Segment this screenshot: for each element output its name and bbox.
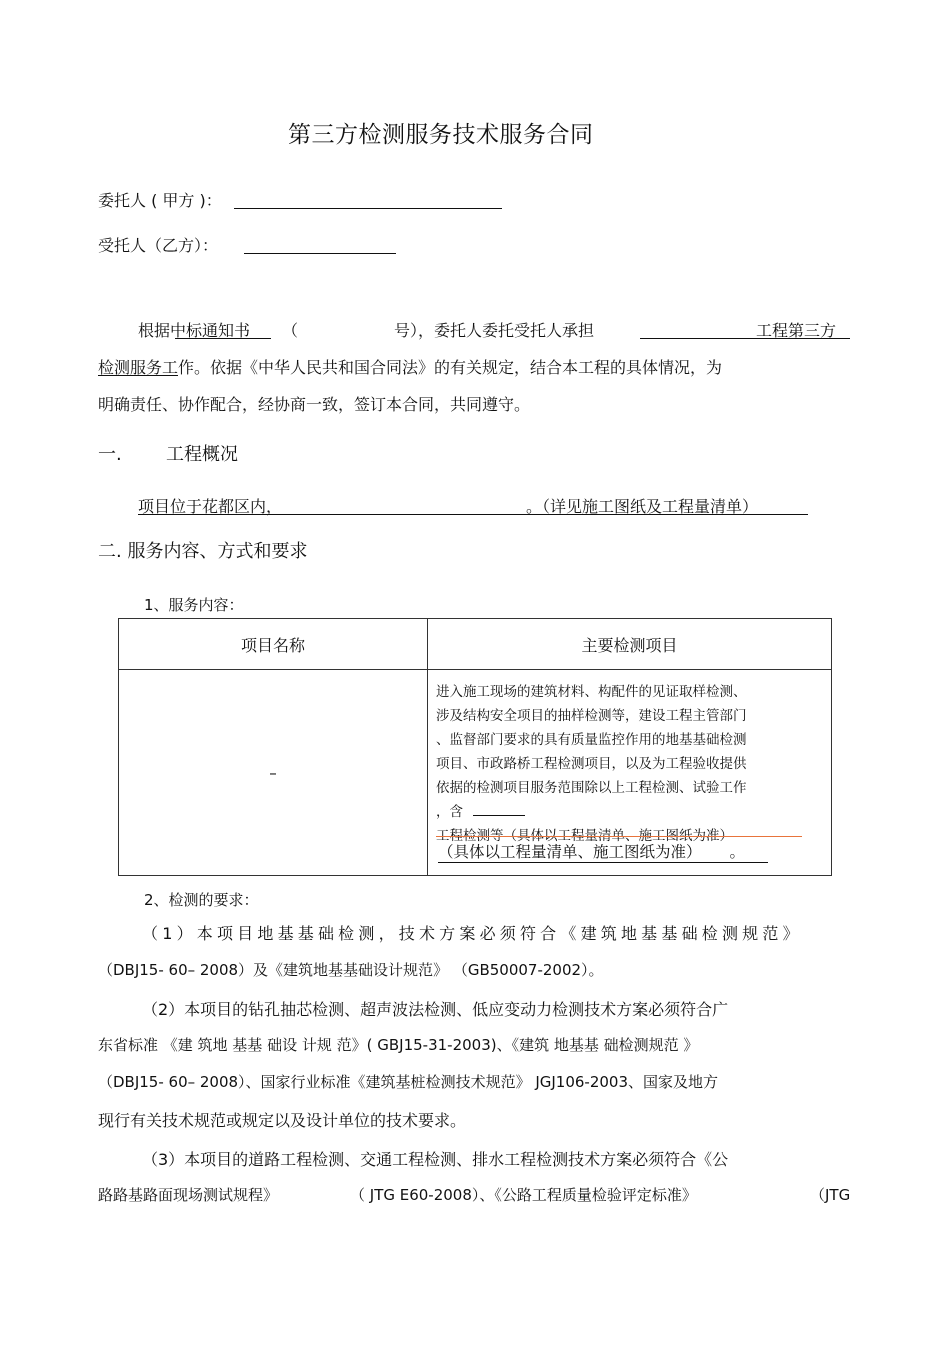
req1-line2: （DBJ15- 60– 2008）及《建筑地基基础设计规范》 （GB50007-2002）。 <box>98 961 604 979</box>
project-location-underline <box>138 514 808 515</box>
main-items-line-contains: ，含 <box>436 800 747 824</box>
intro-line-3: 明确责任、协作配合，经协商一致，签订本合同，共同遵守。 <box>98 395 531 414</box>
req3-line2b: （ JTG E60-2008）、《公路工程质量检验评定标准》 <box>350 1186 697 1204</box>
req3-line2a: 路路基路面现场测试规程》 <box>98 1186 279 1204</box>
intro-text-d: 工程第三方 <box>756 321 837 340</box>
service-content-label: 1、服务内容： <box>144 596 244 614</box>
requirements-label: 2、检测的要求： <box>144 891 259 909</box>
req2-line3: （DBJ15- 60– 2008）、国家行业标准《建筑基桩检测技术规范》 JGJ106-2003、国家及地方 <box>98 1073 719 1091</box>
intro-text-b: （ <box>282 321 299 340</box>
req2-line4: 现行有关技术规范或规定以及设计单位的技术要求。 <box>98 1111 467 1130</box>
contractor-label: 受托人（乙方）： <box>98 236 219 255</box>
main-items-text <box>436 680 747 848</box>
intro-underline-2 <box>640 338 850 339</box>
main-items-line: 进入施工现场的建筑材料、构配件的见证取样检测、 <box>436 684 747 700</box>
orange-underline <box>436 836 802 837</box>
main-items-line: 项目、市政路桥工程检测项目，以及为工程验收提供 <box>436 756 747 772</box>
section2-heading: 二. 服务内容、方式和要求 <box>98 541 308 562</box>
req2-line1: （2）本项目的钻孔抽芯检测、超声波法检测、低应变动力检测技术方案必须符合广 <box>142 1000 729 1019</box>
client-label: 委托人 ( 甲方 )： <box>98 191 222 210</box>
main-items-line-8: （具体以工程量清单、施工图纸为准） 。 <box>438 843 746 861</box>
contains-blank-line <box>473 801 525 816</box>
project-location-a: 项目位于花都区内， <box>138 497 283 516</box>
page-title: 第三方检测服务技术服务合同 <box>288 122 594 148</box>
table-cell-project-name: – <box>119 670 428 876</box>
table-header-main-items: 主要检测项目 <box>428 619 832 670</box>
intro-underline-3 <box>98 375 178 376</box>
req3-line2c: （JTG <box>810 1186 851 1204</box>
line-8-underline <box>438 862 768 863</box>
req1-line1: （1）本项目地基基础检测，技术方案必须符合《建筑地基基础检测规范》 <box>142 924 803 943</box>
intro-text-c: 号），委托人委托受托人承担 <box>394 321 595 340</box>
intro-text-a: 根据中标通知书 <box>138 321 251 340</box>
client-blank-line <box>234 208 502 209</box>
section1-number: 一. <box>98 444 122 465</box>
table-cell-main-items <box>428 670 832 876</box>
main-items-line: 涉及结构安全项目的抽样检测等，建设工程主管部门 <box>436 708 747 724</box>
main-items-line: 依据的检测项目服务范围除以上工程检测、试验工作 <box>436 780 747 796</box>
main-items-line: 、监督部门要求的具有质量监控作用的地基基础检测 <box>436 732 747 748</box>
contractor-blank-line <box>244 253 396 254</box>
table-header-project-name: 项目名称 <box>119 619 428 670</box>
section1-heading: 工程概况 <box>166 444 238 465</box>
project-location-b: 。（详见施工图纸及工程量清单） <box>526 497 759 516</box>
req2-line2: 东省标准 《建 筑地 基基 础设 计规 范》( GBJ15-31-2003)、《建筑 地基基 础检测规范 》 <box>98 1036 699 1054</box>
intro-line-2: 检测服务工作。依据《中华人民共和国合同法》的有关规定，结合本工程的具体情况，为 <box>98 358 723 377</box>
intro-underline-1 <box>175 338 271 339</box>
main-items-line-7: 工程检测等（具体以工程量清单、施工图纸为准） <box>436 828 733 844</box>
req3-line1: （3）本项目的道路工程检测、交通工程检测、排水工程检测技术方案必须符合《公 <box>142 1150 729 1169</box>
service-table <box>118 618 832 876</box>
